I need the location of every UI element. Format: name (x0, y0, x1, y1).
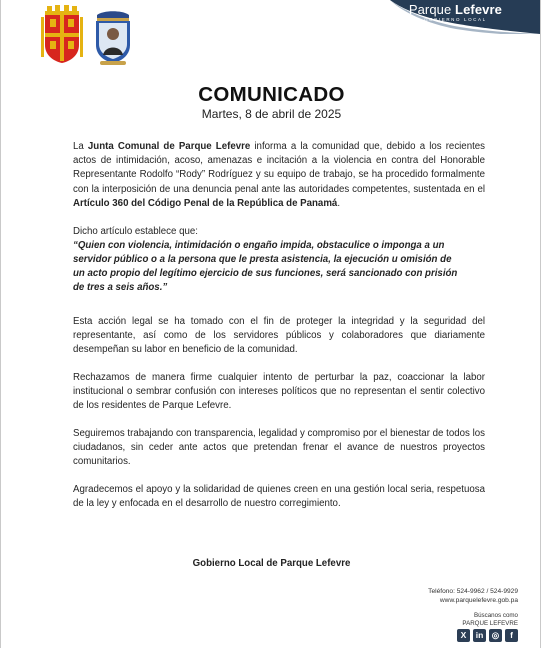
brand-subtitle: GOBIERNO LOCAL (424, 17, 487, 22)
text-run: La (73, 141, 88, 152)
coat-of-arms-icon (41, 5, 83, 65)
website-link[interactable]: www.parquelefevre.gob.pa (439, 596, 518, 604)
social-handle: PARQUE LEFEVRE (462, 619, 518, 627)
signature: Gobierno Local de Parque Lefevre (192, 558, 351, 569)
find-us (462, 612, 518, 627)
find-us-label: Búscanos como (473, 612, 518, 619)
quote-line: de tres a seis años.” (73, 282, 168, 294)
quote-line: servidor público o a la persona que le presta asistencia, la ejecución u omisión de (73, 253, 452, 265)
bold-entity: Junta Comunal de Parque Lefevre (87, 141, 251, 152)
brand-name (409, 3, 502, 16)
portrait-seal-icon (93, 9, 133, 67)
paragraph-thanks: Agradecemos el apoyo y la solidaridad de quienes creen en una gestión local seria, respetuosa de la ley y enfocada en el desarrollo de nuestro corregimiento. (73, 483, 485, 510)
brand-prefix: Parque (408, 2, 456, 17)
phone-numbers: Teléfono: 524-9962 / 524-9929 (428, 588, 518, 595)
article-quote (73, 239, 485, 296)
bold-law-reference: Artículo 360 del Código Penal de la República de Panamá (73, 197, 338, 209)
instagram-icon[interactable]: ◎ (489, 629, 502, 642)
document-body (73, 140, 485, 525)
quote-line: “Quien con violencia, intimidación o engaño impida, obstaculice o imponga a un (73, 239, 445, 251)
quote-line: un acto propio del legítimo ejercicio de sus funciones, será sancionado con prisión (73, 268, 458, 280)
paragraph-intro (73, 140, 485, 211)
brand-bold: Lefevre (455, 2, 502, 17)
linkedin-icon[interactable]: in (473, 629, 486, 642)
brand-logo (409, 3, 502, 23)
paragraph-article-intro: Dicho artículo establece que: (73, 225, 198, 237)
text-run: informa a la comunidad que, debido a los recientes actos de intimidación, acoso, amenazas e incitación a la violencia en contra del Honorable Representante Rodolfo “Rody” Rodríguez y su equipo de trabajo, se ha procedido formalmente con la interposición de una denuncia penal ante las autoridades competentes, sustentada en el (73, 141, 486, 195)
x-icon[interactable]: X (457, 629, 470, 642)
page-title: COMUNICADO (198, 83, 345, 106)
facebook-icon[interactable]: f (505, 629, 518, 642)
contact-info (428, 588, 518, 605)
social-icons (457, 629, 518, 642)
paragraph-rejection: Rechazamos de manera firme cualquier intento de perturbar la paz, coaccionar la labor institucional o sembrar confusión con intereses políticos que no representan el sentir colectivo de los residentes de Parque Lefevre. (73, 371, 485, 412)
paragraph-commitment: Seguiremos trabajando con transparencia, legalidad y compromiso por el bienestar de todos los ciudadanos, sin ceder ante actos que pretendan frenar el avance de nuestros proyectos comunitarios. (73, 427, 485, 468)
paragraph-purpose: Esta acción legal se ha tomado con el fin de proteger la integridad y la seguridad del representante, así como de los servidores públicos y colaboradores que diariamente desempeñan su labor en beneficio de la comunidad. (73, 315, 485, 355)
document-date: Martes, 8 de abril de 2025 (201, 107, 342, 121)
text-run: . (337, 197, 341, 209)
